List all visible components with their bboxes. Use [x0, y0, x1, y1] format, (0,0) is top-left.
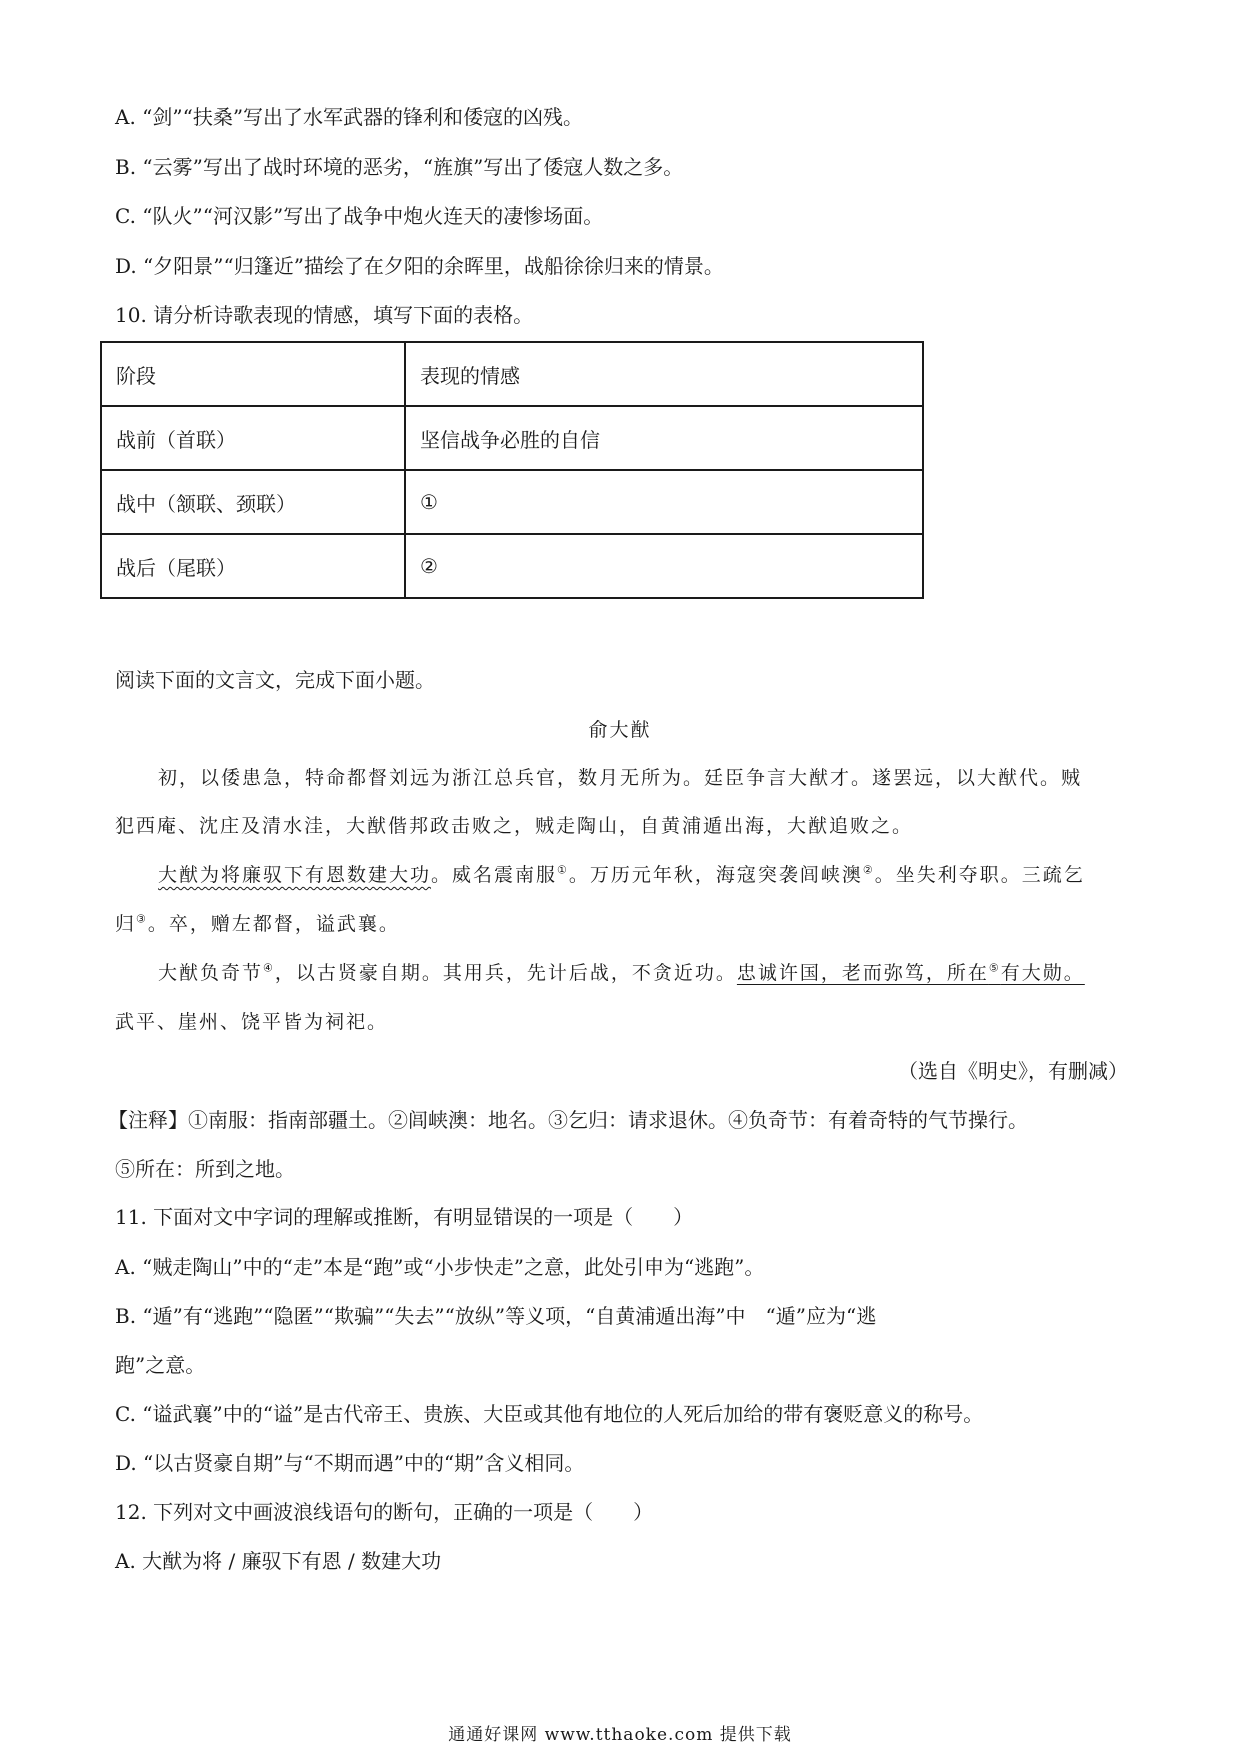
passage-text: ，以古贤豪自期。其用兵，先计后战，不贪近功。 [274, 962, 737, 984]
passage-p1-line2: 犯西庵、沈庄及清水洼，大猷偕邦政击败之，贼走陶山，自黄浦遁出海，大猷追败之。 [115, 815, 914, 837]
passage-text: 。威名震南服 [431, 864, 558, 886]
table-header-row [101, 342, 923, 406]
q11-option-b-line1: B. “遁”有“逃跑”“隐匿”“欺骗”“失去”“放纵”等义项，“自黄浦遁出海”中 “遁”应为“逃 [115, 1304, 877, 1328]
q11-stem: 11. 下面对文中字词的理解或推断，有明显错误的一项是（ ） [115, 1205, 694, 1229]
passage-text: 大猷负奇节 [158, 962, 264, 984]
emotion-table [100, 341, 924, 599]
note-mark: ② [862, 863, 875, 877]
page-footer: 通通好课网 www.tthaoke.com 提供下载 [448, 1725, 792, 1745]
passage-p3-line1 [158, 959, 1085, 987]
table-header-cell: 阶段 [101, 342, 405, 406]
passage-p2-line1 [158, 861, 1085, 889]
q9-option-d: D. “夕阳景”“归篷近”描绘了在夕阳的余晖里，战船徐徐归来的情景。 [115, 254, 724, 278]
q9-option-a: A. “剑”“扶桑”写出了水军武器的锋利和倭寇的凶残。 [115, 105, 584, 129]
table-cell: 战中（颔联、颈联） [101, 470, 405, 534]
table-row [101, 470, 923, 534]
notes-line1: 【注释】①南服：指南部疆土。②闾峡澳：地名。③乞归：请求退休。④负奇节：有着奇特的气节操行。 [108, 1108, 1028, 1132]
note-mark: ① [557, 863, 569, 877]
q9-option-c: C. “队火”“河汉影”写出了战争中炮火连天的凄惨场面。 [115, 204, 604, 228]
table-header-cell: 表现的情感 [405, 342, 923, 406]
wavy-underlined-sentence: 大猷为将廉驭下有恩数建大功 [158, 864, 432, 886]
table-cell: 战后（尾联） [101, 534, 405, 598]
reading-intro: 阅读下面的文言文，完成下面小题。 [115, 668, 435, 692]
table-cell: 坚信战争必胜的自信 [405, 406, 923, 470]
note-mark: ⑤ [988, 961, 1001, 975]
passage-source: （选自《明史》，有删减） [898, 1059, 1128, 1083]
table-cell: 战前（首联） [101, 406, 405, 470]
passage-text: 。万历元年秋，海寇突袭闾峡澳 [568, 864, 863, 886]
passage-text: 忠诚许国，老而弥笃，所在 [736, 962, 989, 984]
passage-p3-line2: 武平、崖州、饶平皆为祠祀。 [115, 1011, 389, 1033]
q12-stem: 12. 下列对文中画波浪线语句的断句，正确的一项是（ ） [115, 1500, 654, 1524]
q11-option-b-line2: 跑”之意。 [115, 1353, 206, 1377]
passage-text: 有大勋。 [1000, 962, 1085, 984]
passage-p1-line1: 初，以倭患急，特命都督刘远为浙江总兵官，数月无所为。廷臣争言大猷才。遂罢远，以大猷代。贼 [158, 767, 1083, 789]
q12-option-a: A. 大猷为将 / 廉驭下有恩 / 数建大功 [115, 1549, 442, 1573]
note-mark: ④ [263, 961, 275, 975]
q11-option-d: D. “以古贤豪自期”与“不期而遇”中的“期”含义相同。 [115, 1451, 585, 1475]
table-row [101, 406, 923, 470]
passage-title: 俞大猷 [588, 719, 652, 741]
table-row [101, 534, 923, 598]
passage-text: 归 [115, 913, 137, 935]
table-cell: ① [405, 470, 923, 534]
q9-option-b: B. “云雾”写出了战时环境的恶劣，“旌旗”写出了倭寇人数之多。 [115, 155, 684, 179]
passage-text: 。坐失利夺职。三疏乞 [874, 864, 1085, 886]
underlined-sentence [737, 962, 1085, 984]
notes-line2: ⑤所在：所到之地。 [115, 1157, 295, 1181]
q10-stem: 10. 请分析诗歌表现的情感，填写下面的表格。 [115, 303, 534, 327]
table-cell: ② [405, 534, 923, 598]
passage-p2-line2 [115, 910, 400, 938]
note-mark: ③ [136, 912, 148, 926]
q11-option-c: C. “谥武襄”中的“谥”是古代帝王、贵族、大臣或其他有地位的人死后加给的带有褒贬意义的称号。 [115, 1402, 984, 1426]
passage-text: 。卒，赠左都督，谥武襄。 [147, 913, 400, 935]
q11-option-a: A. “贼走陶山”中的“走”本是“跑”或“小步快走”之意，此处引申为“逃跑”。 [115, 1255, 765, 1279]
